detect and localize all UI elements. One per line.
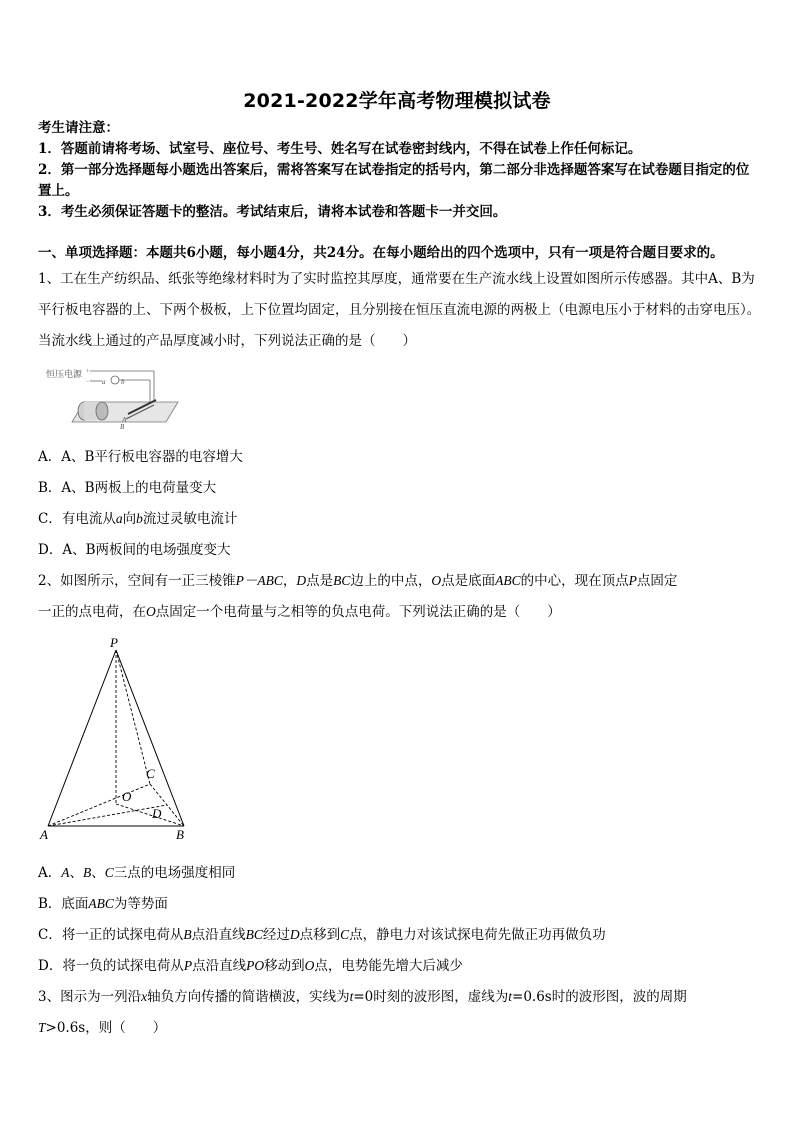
q2-option-d [38, 956, 463, 976]
var: D [289, 927, 300, 942]
q1-option-c [38, 509, 237, 529]
var: BC [333, 573, 351, 588]
text: 经过 [262, 927, 290, 943]
sensor-diagram [40, 364, 190, 434]
label-b: b [121, 378, 125, 386]
var: P－ABC [235, 573, 283, 588]
text: 、 [91, 865, 105, 881]
var: x [141, 989, 148, 1004]
text: 的中心，现在顶点 [520, 573, 629, 589]
var: P [183, 958, 193, 973]
text: 点是底面 [441, 573, 496, 589]
q2-stem-line1 [38, 571, 677, 591]
q1-option-b: B．A、B两板上的电荷量变大 [38, 480, 217, 496]
var: O [431, 573, 442, 588]
point-O-label: O [122, 789, 132, 804]
var: O [304, 958, 315, 973]
var: O [146, 604, 156, 619]
power-supply-label: 恒压电源 [46, 369, 83, 379]
material-roll [96, 402, 108, 420]
var: ABC [495, 573, 521, 588]
point-D-label: D [152, 806, 162, 821]
var: t [508, 989, 513, 1004]
label-a: a [102, 378, 106, 386]
text: 3、图示为一列沿 [38, 989, 142, 1005]
var: T [38, 1020, 46, 1035]
var: PO [246, 958, 265, 973]
notice-block [38, 118, 762, 223]
text: >0.6s，则（ ） [45, 1020, 167, 1036]
text: 点是 [306, 573, 334, 589]
q2-stem-line2 [38, 602, 561, 622]
vertex-C-label: C [146, 766, 155, 781]
notice-item-1: 1．答题前请将考场、试室号、座位号、考生号、姓名写在试卷密封线内，不得在试卷上作任何标记。 [38, 141, 642, 157]
var: D [296, 573, 307, 588]
q2-tetrahedron-figure [38, 634, 198, 844]
var: ABC [88, 896, 114, 911]
text: 2、如图所示，空间有一正三棱锥 [38, 573, 236, 589]
section-heading: 一、单项选择题：本题共6小题，每小题4分，共24分。在每小题给出的四个选项中，只有一项是符合题目要求的。 [38, 245, 724, 261]
q1-option-d: D．A、B两板间的电场强度变大 [38, 542, 231, 558]
text: 点移到 [299, 927, 341, 943]
text: 点，电势能先增大后减少 [314, 958, 463, 974]
text: 三点的电场强度相同 [113, 865, 236, 881]
vertex-B-label: B [176, 827, 184, 842]
var: B [183, 927, 192, 942]
text: 点，静电力对该试探电荷先做正功再做负功 [349, 927, 606, 943]
text: 、 [69, 865, 83, 881]
text: 点沿直线 [191, 927, 246, 943]
notice-heading: 考生请注意： [38, 120, 119, 136]
text: ， [282, 573, 297, 589]
q3-stem-line1 [38, 987, 687, 1007]
text: 边上的中点， [350, 573, 432, 589]
text: =0时刻的波形图，虚线为 [353, 989, 509, 1005]
text: 点固定 [636, 573, 678, 589]
svg-text:−: − [86, 379, 90, 385]
q1-sensor-figure [40, 364, 190, 434]
var: A [61, 865, 70, 880]
text: 移动到 [264, 958, 305, 974]
vertex-P-label: P [110, 635, 118, 650]
text: 一正的点电荷，在 [38, 604, 146, 620]
vertex-A-label: A [40, 827, 48, 842]
text: 点固定一个电荷量与之相等的负点电荷。下列说法正确的是（ ） [155, 604, 561, 620]
var-a: a [115, 511, 123, 526]
q1-option-c-text: 向 [122, 511, 137, 527]
text: =0.6s时的波形图，波的周期 [512, 989, 687, 1005]
var-b: b [136, 511, 143, 526]
q1-option-c-text: C．有电流从 [38, 511, 116, 527]
q2-option-b [38, 894, 168, 914]
text: C．将一正的试探电荷从 [38, 927, 184, 943]
text: 为等势面 [113, 896, 168, 912]
svg-text:+: + [86, 369, 90, 375]
galvanometer-icon [111, 376, 119, 384]
q1-option-a: A．A、B平行板电容器的电容增大 [38, 449, 243, 465]
page-title: 2021-2022学年高考物理模拟试卷 [243, 90, 551, 112]
q1-option-c-text: 流过灵敏电流计 [142, 511, 238, 527]
q3-stem-line2 [38, 1018, 166, 1038]
notice-item-2: 2．第一部分选择题每小题选出答案后，需将答案写在试卷指定的括号内，第二部分非选择题答案写在试卷题目指定的位置上。 [38, 162, 750, 199]
text: 轴负方向传播的简谐横波，实线为 [147, 989, 350, 1005]
text: 点沿直线 [192, 958, 247, 974]
var: C [340, 927, 350, 942]
text: D．将一负的试探电荷从 [38, 958, 184, 974]
label-B: B [120, 423, 125, 431]
label-A: A [122, 416, 127, 424]
q2-option-c [38, 925, 606, 945]
notice-item-3: 3．考生必须保证答题卡的整洁。考试结束后，请将本试卷和答题卡一并交回。 [38, 204, 507, 220]
var: BC [245, 927, 263, 942]
var: C [104, 865, 114, 880]
var: B [83, 865, 92, 880]
q2-option-a [38, 863, 235, 883]
q1-stem: 1、工在生产纺织品、纸张等绝缘材料时为了实时监控其厚度，通常要在生产流水线上设置如图所示传感器。其中A、B为平行板电容器的上、下两个极板，上下位置均固定，且分别接在恒压直流电源的两极上（电源电压小于材料的击穿电压）。当流水线上通过的产品厚度减小时，下列说法正确的是（ ） [38, 271, 761, 349]
tetrahedron-diagram [38, 634, 198, 844]
var: t [349, 989, 354, 1004]
var: P [628, 573, 637, 588]
text: B．底面 [38, 896, 89, 912]
text: A． [38, 865, 62, 881]
